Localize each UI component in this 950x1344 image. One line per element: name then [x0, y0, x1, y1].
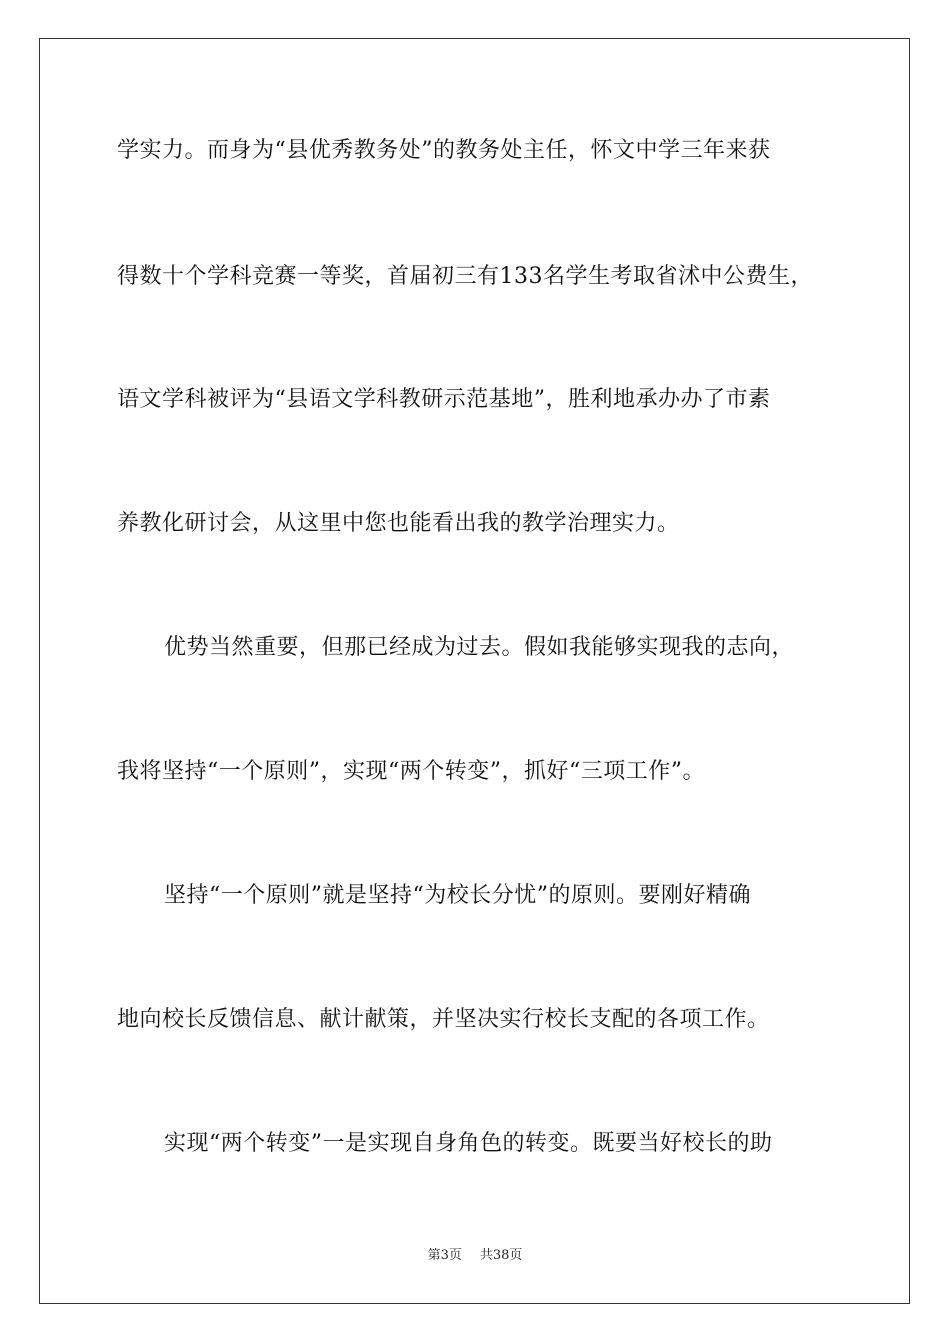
paragraph-line: 我将坚持“一个原则”，实现“两个转变”，抓好“三项工作”。	[117, 759, 705, 784]
paragraph-line: 坚持“一个原则”就是坚持“为校长分忧”的原则。要刚好精确	[164, 883, 751, 908]
paragraph-line: 语文学科被评为“县语文学科教研示范基地”，胜利地承办办了市素	[117, 387, 771, 412]
page-total: 共38页	[479, 1248, 523, 1263]
paragraph-line: 地向校长反馈信息、献计献策，并坚决实行校长支配的各项工作。	[117, 1007, 770, 1032]
paragraph-line: 学实力。而身为“县优秀教务处”的教务处主任，怀文中学三年来获	[117, 138, 771, 163]
paragraph-line: 养教化研讨会，从这里中您也能看出我的教学治理实力。	[117, 511, 680, 536]
paragraph-line: 得数十个学科竞赛一等奖，首届初三有133名学生考取省沭中公费生，	[117, 264, 813, 289]
page-footer	[0, 1247, 950, 1265]
paragraph-line: 优势当然重要，但那已经成为过去。假如我能够实现我的志向，	[164, 635, 795, 660]
page-number: 第3页	[427, 1248, 462, 1263]
paragraph-line: 实现“两个转变”一是实现自身角色的转变。既要当好校长的助	[164, 1131, 773, 1156]
page-border	[39, 38, 910, 1304]
